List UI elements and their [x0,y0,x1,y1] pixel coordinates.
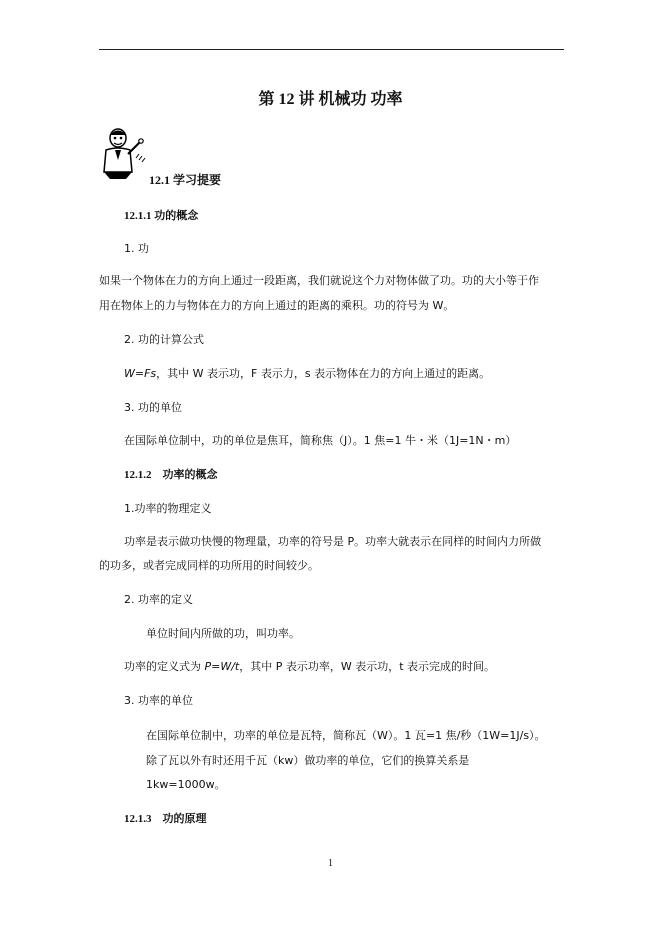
power-formula-line [124,658,495,674]
list-item-unit: 3. 功的单位 [124,401,182,414]
power-formula: P=W/t [204,660,240,673]
work-formula: W=Fs [124,367,157,380]
section-heading-12-1: 12.1 学习提要 [149,173,222,187]
formula-prefix: 功率的定义式为 [124,660,201,673]
paragraph-line: 的功多，或者完成同样的功所用的时间较少。 [99,559,319,572]
page-title: 第 12 讲 机械功 功率 [258,91,403,108]
page-number: 1 [328,858,333,869]
formula-description: ，其中 W 表示功，F 表示力，s 表示物体在力的方向上通过的距离。 [156,367,491,380]
paragraph-line: 如果一个物体在力的方向上通过一段距离，我们就说这个力对物体做了功。功的大小等于作 [99,274,539,287]
section-heading-12-1-3: 12.1.3 功的原理 [124,813,207,825]
list-item-work: 1. 功 [124,242,149,255]
list-item-power-def: 1.功率的物理定义 [124,502,212,515]
paragraph-line: 用在物体上的力与物体在力的方向上通过的距离的乘积。功的符号为 W。 [99,299,455,312]
section-heading-12-1-2: 12.1.2 功率的概念 [124,469,218,481]
list-item-power-definition: 2. 功率的定义 [124,593,193,606]
paragraph-line: 除了瓦以外有时还用千瓦（kw）做功率的单位，它们的换算关系是 [146,754,470,767]
list-item-formula: 2. 功的计算公式 [124,333,204,346]
paragraph-line: 在国际单位制中，功的单位是焦耳，简称焦（J）。1 焦=1 牛・米（1J=1N・m） [124,434,517,447]
paragraph-line: 功率是表示做功快慢的物理量，功率的符号是 P。功率大就表示在同样的时间内力所做 [124,535,542,548]
paragraph-line: 1kw=1000w。 [146,778,226,791]
paragraph-line: 单位时间内所做的功，叫功率。 [146,627,300,640]
formula-line [124,365,490,381]
formula-description: ，其中 P 表示功率，W 表示功，t 表示完成的时间。 [239,660,496,673]
paragraph-line: 在国际单位制中，功率的单位是瓦特，简称瓦（W）。1 瓦=1 焦/秒（1W=1J/s）。 [146,729,546,742]
teacher-pointing-icon [100,126,148,180]
section-heading-12-1-1: 12.1.1 功的概念 [124,210,199,222]
header-rule [99,49,564,50]
list-item-power-unit: 3. 功率的单位 [124,694,193,707]
